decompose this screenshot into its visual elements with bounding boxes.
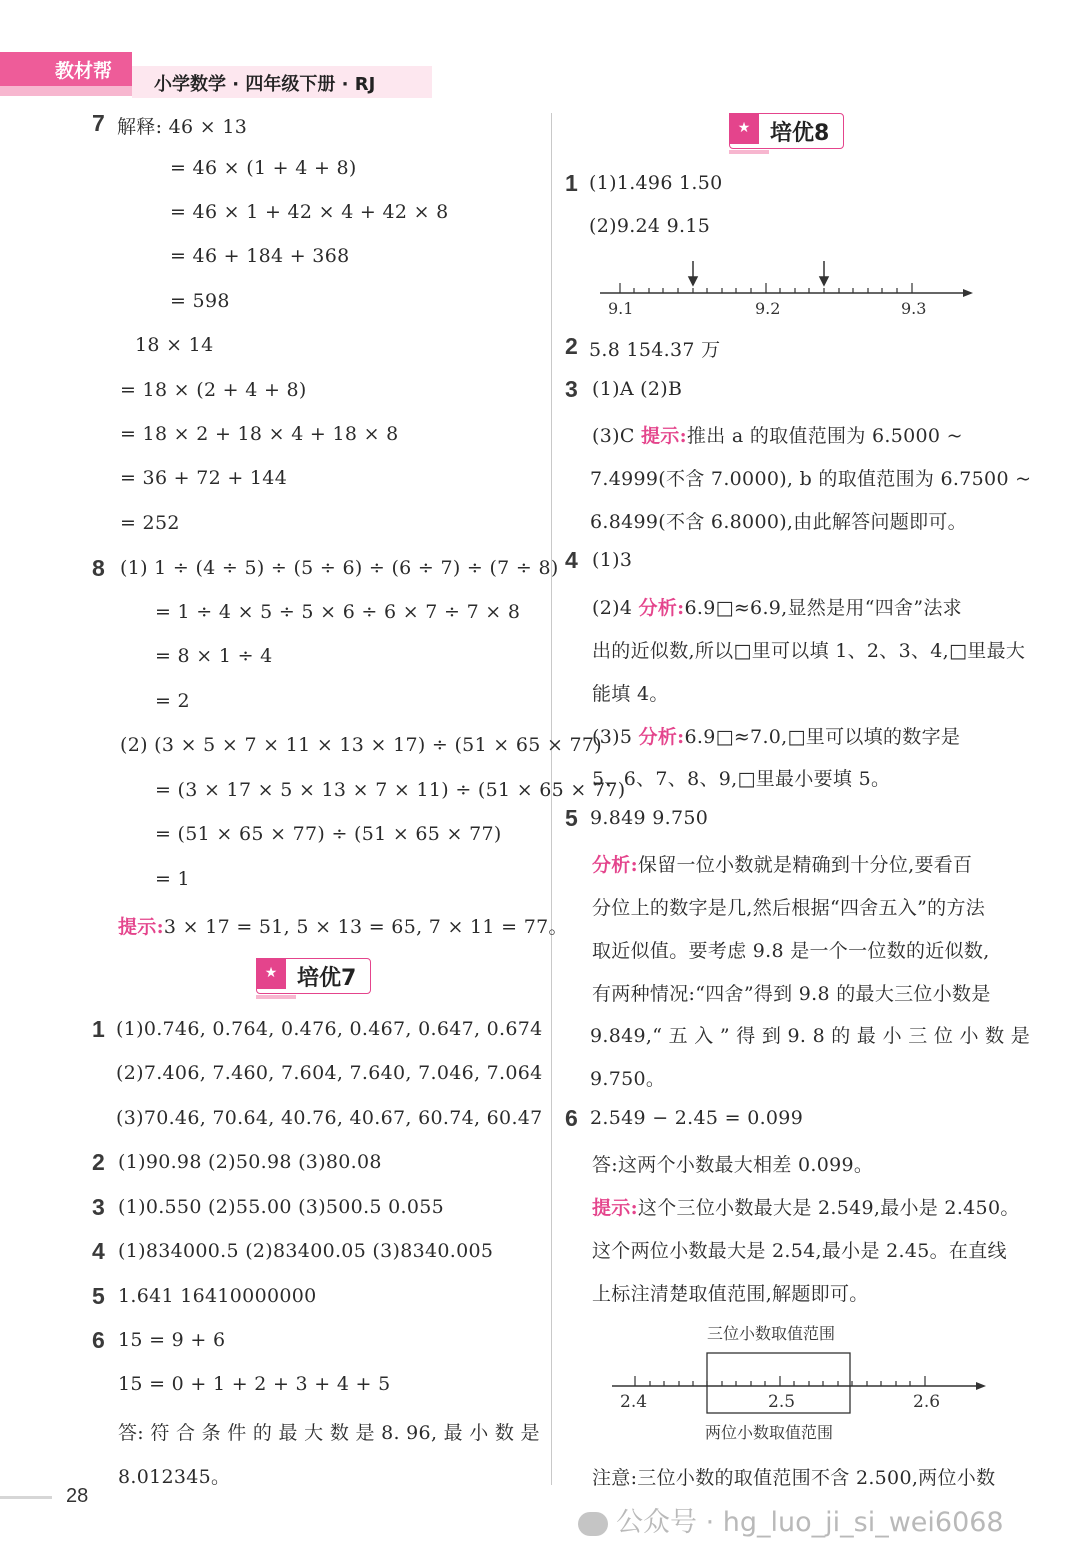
tip-text: 这个三位小数最大是 2.549,最小是 2.450。 <box>637 1197 1020 1219</box>
answer-line: 9.849 9.750 <box>590 807 709 829</box>
answer-line: (3)70.46, 70.64, 40.76, 40.67, 60.74, 60.47 <box>116 1107 543 1129</box>
range-label-bottom: 两位小数取值范围 <box>705 1423 834 1442</box>
axis-label: 9.2 <box>755 299 781 318</box>
answer-line: 15 = 9 + 6 <box>118 1329 226 1351</box>
answer-line <box>592 850 972 877</box>
answer-line: 取近似值。要考虑 9.8 是一个一位数的近似数, <box>592 940 990 962</box>
answer-line: 5、6、7、8、9,□里最小要填 5。 <box>592 768 891 790</box>
tip-label: 提示: <box>118 916 164 938</box>
question-number: 7 <box>92 110 105 136</box>
answer-line: 有两种情况:“四舍”得到 9.8 的最大三位小数是 <box>592 983 991 1005</box>
tip-text: 3 × 17 = 51, 5 × 13 = 65, 7 × 11 = 77。 <box>163 916 568 938</box>
question-number: 2 <box>92 1149 105 1175</box>
answer-line: (1)A (2)B <box>592 378 683 400</box>
answer-line: (2)9.24 9.15 <box>589 215 711 237</box>
analysis-label: 分析: <box>638 726 685 748</box>
answer-line: = (51 × 65 × 77) ÷ (51 × 65 × 77) <box>155 823 502 845</box>
question-number: 3 <box>92 1194 105 1220</box>
answer-line: = 46 × (1 + 4 + 8) <box>170 157 357 179</box>
tip-text: 推出 a 的取值范围为 6.5000 ~ <box>686 425 963 447</box>
question-number: 4 <box>92 1238 105 1264</box>
answer-line: 6.8499(不含 6.8000),由此解答问题即可。 <box>590 511 967 533</box>
answer-line: (1)3 <box>592 549 633 571</box>
arrow-marker <box>820 261 828 285</box>
axis-label: 9.1 <box>608 299 634 318</box>
badge-underline <box>256 995 296 999</box>
question-number: 5 <box>565 805 578 831</box>
question-number: 3 <box>565 376 578 402</box>
answer-line: (2) (3 × 5 × 7 × 11 × 13 × 17) ÷ (51 × 65 × 77) <box>120 734 603 756</box>
axis-label: 2.5 <box>768 1392 796 1412</box>
answer-line: 9.750。 <box>590 1068 666 1090</box>
answer-line: = 8 × 1 ÷ 4 <box>155 645 273 667</box>
subject-title: 小学数学 · 四年级下册 · RJ <box>154 74 376 95</box>
section-badge <box>256 958 371 994</box>
answer-line: = 46 × 1 + 42 × 4 + 42 × 8 <box>170 201 449 223</box>
answer-line: 分位上的数字是几,然后根据“四舍五入”的方法 <box>592 897 986 919</box>
answer-line: 9.849,“ 五 入 ” 得 到 9. 8 的 最 小 三 位 小 数 是 <box>590 1025 1031 1047</box>
question-number: 6 <box>92 1327 105 1353</box>
analysis-text: 保留一位小数就是精确到十分位,要看百 <box>637 854 973 876</box>
answer-line: = 36 + 72 + 144 <box>120 467 288 489</box>
analysis-label: 分析: <box>592 854 638 876</box>
brand-tab-shadow <box>0 86 132 96</box>
answer-line: 答:这两个小数最大相差 0.099。 <box>592 1154 874 1176</box>
answer-line: = 18 × 2 + 18 × 4 + 18 × 8 <box>120 423 399 445</box>
answer-line: = 1 ÷ 4 × 5 ÷ 5 × 6 ÷ 6 × 7 ÷ 7 × 8 <box>155 601 521 623</box>
answer-line: 1.641 16410000000 <box>118 1285 317 1307</box>
answer-line: = 2 <box>155 690 190 712</box>
answer-text: (3)C <box>592 425 641 447</box>
answer-line: 15 = 0 + 1 + 2 + 3 + 4 + 5 <box>118 1373 391 1395</box>
axis-label: 2.4 <box>620 1392 648 1412</box>
question-number: 1 <box>92 1016 105 1042</box>
answer-line: (1)0.746, 0.764, 0.476, 0.467, 0.647, 0.674 <box>116 1018 543 1040</box>
answer-line <box>592 1193 1020 1220</box>
answer-line: 解释: 46 × 13 <box>117 116 248 138</box>
section-badge <box>729 113 844 149</box>
page-number: 28 <box>66 1485 89 1507</box>
number-line-q6 <box>600 1318 995 1448</box>
answer-line: 能填 4。 <box>592 683 669 705</box>
axis-label: 9.3 <box>901 299 927 318</box>
answer-line: (1)1.496 1.50 <box>589 172 723 194</box>
answer-line: (2)7.406, 7.460, 7.604, 7.640, 7.046, 7.064 <box>116 1062 543 1084</box>
question-number: 2 <box>565 333 578 359</box>
tip-label: 提示: <box>641 425 687 447</box>
answer-line: 注意:三位小数的取值范围不含 2.500,两位小数 <box>592 1467 996 1489</box>
watermark <box>578 1500 1004 1539</box>
answer-line: 答: 符 合 条 件 的 最 大 数 是 8. 96, 最 小 数 是 <box>118 1422 540 1444</box>
answer-line: 7.4999(不含 7.0000), b 的取值范围为 6.7500 ~ <box>590 468 1032 490</box>
answer-line: 5.8 154.37 万 <box>589 339 721 361</box>
answer-line: 上标注清楚取值范围,解题即可。 <box>592 1283 869 1305</box>
answer-line: (1) 1 ÷ (4 ÷ 5) ÷ (5 ÷ 6) ÷ (6 ÷ 7) ÷ (7 ÷ 8) <box>120 557 559 579</box>
analysis-text: 6.9□≈6.9,显然是用“四舍”法求 <box>684 597 962 619</box>
range-label-top: 三位小数取值范围 <box>707 1324 836 1343</box>
number-line-q1 <box>595 255 980 321</box>
axis-label: 2.6 <box>913 1392 941 1412</box>
answer-line: = 1 <box>155 868 190 890</box>
question-number: 4 <box>565 547 578 573</box>
question-number: 5 <box>92 1283 105 1309</box>
answer-line: (1)0.550 (2)55.00 (3)500.5 0.055 <box>118 1196 445 1218</box>
tip-line <box>118 912 568 939</box>
answer-line: (1)90.98 (2)50.98 (3)80.08 <box>118 1151 382 1173</box>
answer-line: 18 × 14 <box>135 334 214 356</box>
section-title: 培优8 <box>770 121 830 146</box>
answer-text: (3)5 <box>592 726 639 748</box>
arrow-marker <box>689 261 697 285</box>
watermark-text: 公众号 · hg_luo_ji_si_wei6068 <box>616 1507 1004 1538</box>
analysis-label: 分析: <box>638 597 685 619</box>
answer-line: = 598 <box>170 290 230 312</box>
question-number: 1 <box>565 170 578 196</box>
answer-line: = (3 × 17 × 5 × 13 × 7 × 11) ÷ (51 × 65 × 77) <box>155 779 626 801</box>
answer-line: = 252 <box>120 512 180 534</box>
tip-label: 提示: <box>592 1197 638 1219</box>
answer-line: 2.549 − 2.45 = 0.099 <box>590 1107 804 1129</box>
answer-line <box>592 421 963 448</box>
answer-line <box>592 722 960 749</box>
star-icon: ★ <box>256 958 286 989</box>
brand-tab <box>0 52 132 86</box>
answer-line: 出的近似数,所以□里可以填 1、2、3、4,□里最大 <box>592 640 1026 662</box>
answer-text: (2)4 <box>592 597 639 619</box>
answer-line: = 46 + 184 + 368 <box>170 245 350 267</box>
page-line <box>0 1496 52 1499</box>
analysis-text: 6.9□≈7.0,□里可以填的数字是 <box>684 726 961 748</box>
answer-line: 8.012345。 <box>118 1466 231 1488</box>
badge-underline <box>729 150 769 154</box>
answer-line: 这个两位小数最大是 2.54,最小是 2.45。在直线 <box>592 1240 1007 1262</box>
subject-banner <box>132 66 432 98</box>
star-icon: ★ <box>729 113 759 144</box>
section-title: 培优7 <box>297 966 357 991</box>
question-number: 6 <box>565 1105 578 1131</box>
brand-label: 教材帮 <box>55 60 113 82</box>
question-number: 8 <box>92 555 105 581</box>
answer-line: (1)834000.5 (2)83400.05 (3)8340.005 <box>118 1240 494 1262</box>
wechat-icon <box>578 1512 608 1536</box>
answer-line <box>592 593 962 620</box>
answer-line: = 18 × (2 + 4 + 8) <box>120 379 307 401</box>
